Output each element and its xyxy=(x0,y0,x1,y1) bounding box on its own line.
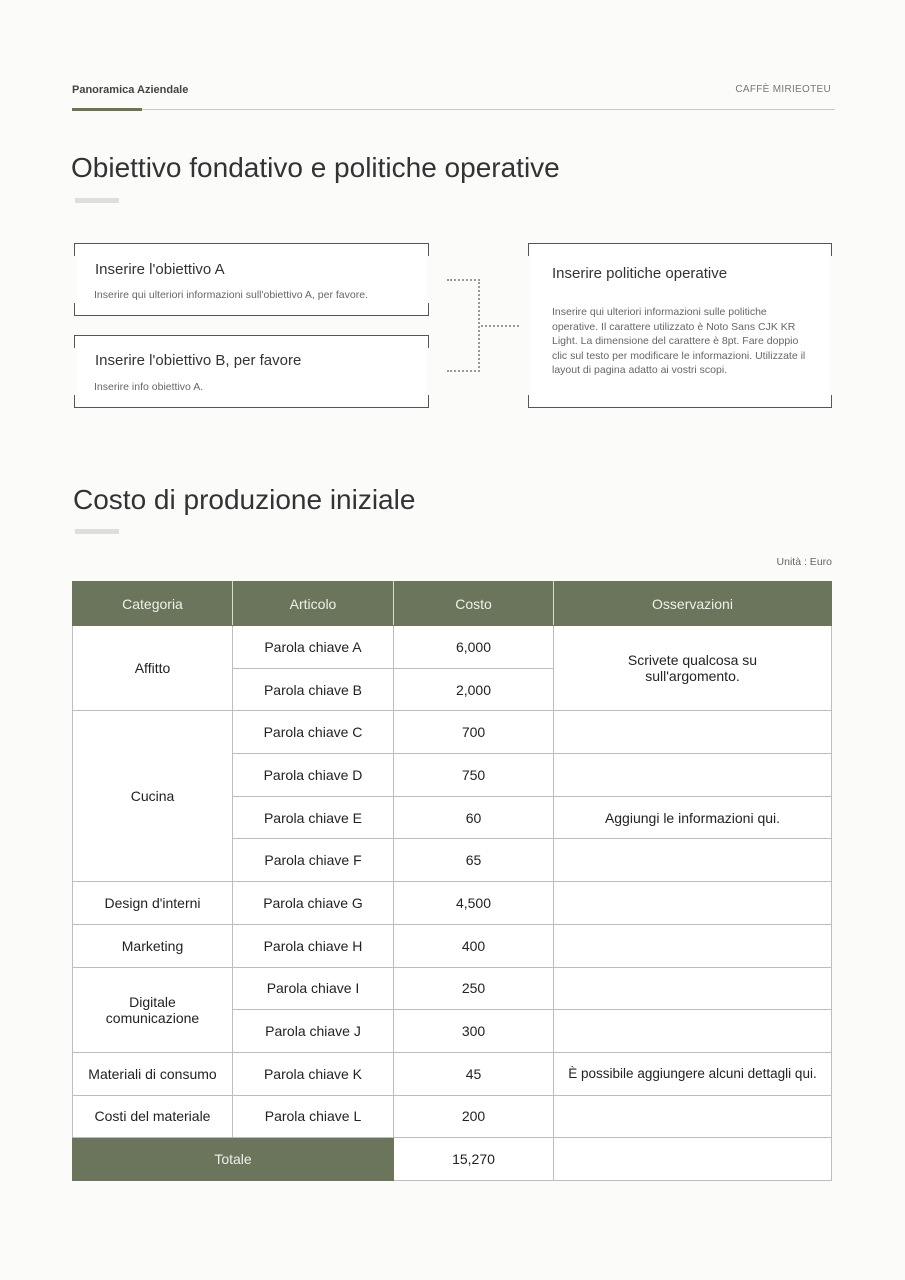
total-note xyxy=(554,1138,832,1181)
cost-cell: 4,500 xyxy=(394,882,554,925)
category-cell: Digitale comunicazione xyxy=(73,967,233,1052)
column-header-notes: Osservazioni xyxy=(554,582,832,626)
item-cell: Parola chiave L xyxy=(233,1095,394,1138)
title-underline xyxy=(75,198,119,203)
objective-b-desc: Inserire info obiettivo A. xyxy=(94,381,204,393)
item-cell: Parola chiave E xyxy=(233,796,394,839)
item-cell: Parola chiave C xyxy=(233,711,394,754)
header-section-label: Panoramica Aziendale xyxy=(72,84,189,96)
table-row xyxy=(73,1095,832,1138)
header-brand: CAFFÈ MIRIEOTEU xyxy=(735,84,831,95)
cost-cell: 700 xyxy=(394,711,554,754)
section-title-objectives: Obiettivo fondativo e politiche operative xyxy=(71,152,560,183)
cost-cell: 400 xyxy=(394,924,554,967)
item-cell: Parola chiave H xyxy=(233,924,394,967)
item-cell: Parola chiave B xyxy=(233,668,394,711)
total-label: Totale xyxy=(73,1138,394,1181)
policies-box xyxy=(528,243,832,408)
cost-cell: 300 xyxy=(394,1010,554,1053)
table-header-row xyxy=(73,582,832,626)
cost-cell: 60 xyxy=(394,796,554,839)
objective-b-title: Inserire l'obiettivo B, per favore xyxy=(95,352,302,369)
connector-bracket xyxy=(447,279,480,372)
note-cell xyxy=(554,711,832,754)
cost-cell: 65 xyxy=(394,839,554,882)
section-title-costs: Costo di produzione iniziale xyxy=(73,484,416,515)
column-header-category: Categoria xyxy=(73,582,233,626)
column-header-item: Articolo xyxy=(233,582,394,626)
policies-title: Inserire politiche operative xyxy=(552,265,728,282)
objective-a-title: Inserire l'obiettivo A xyxy=(95,261,225,278)
table-row xyxy=(73,882,832,925)
cost-table xyxy=(72,581,832,1181)
table-row xyxy=(73,1052,832,1095)
page-header xyxy=(72,84,835,110)
item-cell: Parola chiave D xyxy=(233,754,394,797)
column-header-cost: Costo xyxy=(394,582,554,626)
category-cell: Marketing xyxy=(73,924,233,967)
table-row xyxy=(73,711,832,754)
table-total-row xyxy=(73,1138,832,1181)
note-cell: Scrivete qualcosa su sull'argomento. xyxy=(554,626,832,711)
note-cell xyxy=(554,1095,832,1138)
unit-label: Unità : Euro xyxy=(776,556,832,568)
category-cell: Affitto xyxy=(73,626,233,711)
note-cell: Aggiungi le informazioni qui. xyxy=(554,796,832,839)
item-cell: Parola chiave A xyxy=(233,626,394,669)
table-row xyxy=(73,626,832,669)
note-cell xyxy=(554,882,832,925)
table-row xyxy=(73,967,832,1010)
cost-cell: 6,000 xyxy=(394,626,554,669)
item-cell: Parola chiave I xyxy=(233,967,394,1010)
objective-a-desc: Inserire qui ulteriori informazioni sull'obiettivo A, per favore. xyxy=(94,289,368,301)
cost-cell: 45 xyxy=(394,1052,554,1095)
note-cell xyxy=(554,839,832,882)
policies-desc: Inserire qui ulteriori informazioni sulle politiche operative. Il carattere utilizzato è Noto Sans CJK KR Light. La dimensione del carattere è 8pt. Fare doppio clic sul testo per modificare le informazioni. Utilizzate il layout di pagina adatto ai vostri scopi. xyxy=(552,306,806,376)
total-cost: 15,270 xyxy=(394,1138,554,1181)
note-cell xyxy=(554,754,832,797)
cost-cell: 250 xyxy=(394,967,554,1010)
objective-b-box xyxy=(74,335,429,408)
note-cell xyxy=(554,967,832,1010)
note-cell xyxy=(554,1010,832,1053)
category-cell: Design d'interni xyxy=(73,882,233,925)
item-cell: Parola chiave J xyxy=(233,1010,394,1053)
category-cell: Cucina xyxy=(73,711,233,882)
item-cell: Parola chiave G xyxy=(233,882,394,925)
objective-a-box xyxy=(74,243,429,316)
note-cell: È possibile aggiungere alcuni dettagli qui. xyxy=(554,1052,832,1095)
item-cell: Parola chiave K xyxy=(233,1052,394,1095)
note-cell xyxy=(554,924,832,967)
cost-cell: 750 xyxy=(394,754,554,797)
header-accent-bar xyxy=(72,108,142,111)
cost-cell: 200 xyxy=(394,1095,554,1138)
connector-line xyxy=(481,325,519,327)
category-cell: Costi del materiale xyxy=(73,1095,233,1138)
title-underline xyxy=(75,529,119,534)
cost-cell: 2,000 xyxy=(394,668,554,711)
item-cell: Parola chiave F xyxy=(233,839,394,882)
table-row xyxy=(73,924,832,967)
category-cell: Materiali di consumo xyxy=(73,1052,233,1095)
